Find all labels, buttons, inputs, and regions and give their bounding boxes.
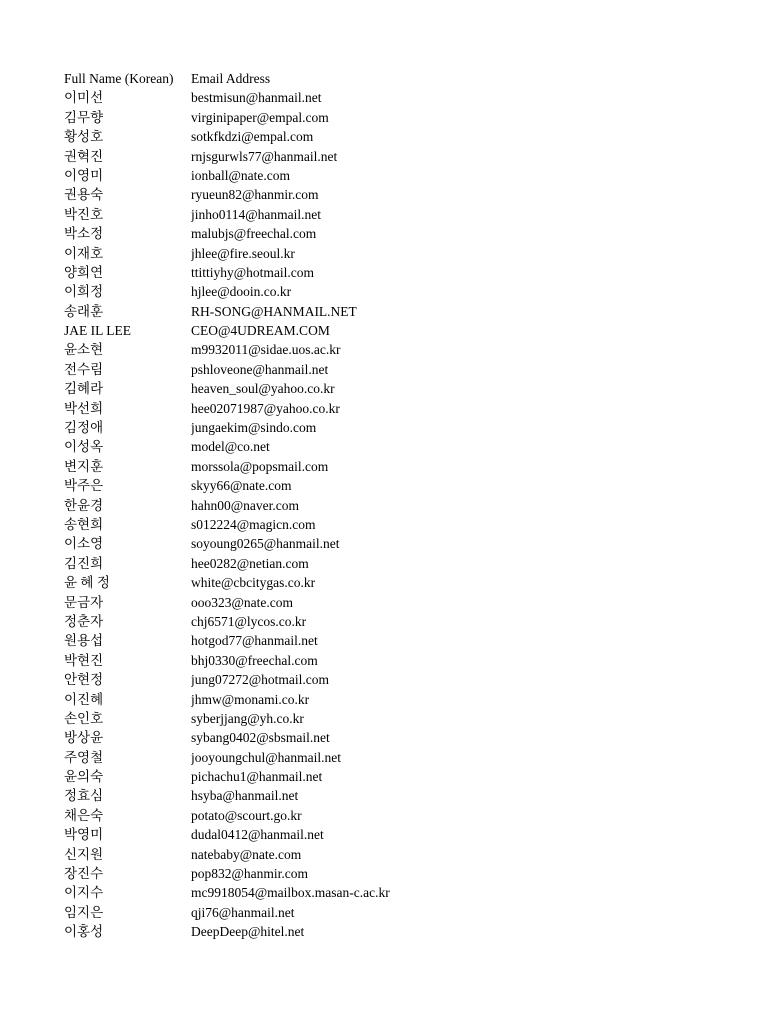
full-name-cell: 신지원 bbox=[64, 846, 104, 862]
table-row bbox=[64, 709, 724, 728]
full-name-cell: 이미선 bbox=[64, 90, 104, 106]
email-cell: model@co.net bbox=[191, 439, 270, 455]
email-cell: mc9918054@mailbox.masan-c.ac.kr bbox=[191, 885, 390, 901]
full-name-cell: 윤소현 bbox=[64, 342, 104, 358]
full-name-cell: 이지수 bbox=[64, 885, 104, 901]
full-name-cell: 이재호 bbox=[64, 245, 104, 261]
email-cell: jungaekim@sindo.com bbox=[191, 420, 317, 436]
full-name-cell: 문금자 bbox=[64, 594, 104, 610]
email-cell: soyoung0265@hanmail.net bbox=[191, 536, 340, 552]
email-cell: morssola@popsmail.com bbox=[191, 458, 329, 474]
table-row bbox=[64, 185, 724, 204]
email-cell: jhlee@fire.seoul.kr bbox=[191, 245, 295, 261]
table-row bbox=[64, 515, 724, 534]
table-row bbox=[64, 534, 724, 553]
email-cell: ionball@nate.com bbox=[191, 167, 291, 183]
full-name-cell: 김무향 bbox=[64, 109, 104, 125]
table-row bbox=[64, 825, 724, 844]
full-name-cell: 김진희 bbox=[64, 555, 104, 571]
name-column-header: Full Name (Korean) bbox=[64, 71, 174, 86]
email-cell: ttittiyhy@hotmail.com bbox=[191, 264, 315, 280]
table-row bbox=[64, 593, 724, 612]
email-cell: sotkfkdzi@empal.com bbox=[191, 129, 314, 145]
email-cell: syberjjang@yh.co.kr bbox=[191, 710, 304, 726]
table-row bbox=[64, 573, 724, 592]
email-cell: sybang0402@sbsmail.net bbox=[191, 730, 330, 746]
full-name-cell: 권혁진 bbox=[64, 148, 104, 164]
table-row bbox=[64, 244, 724, 263]
table-row bbox=[64, 360, 724, 379]
full-name-cell: 이성옥 bbox=[64, 439, 104, 455]
table-row bbox=[64, 476, 724, 495]
full-name-cell: 채은숙 bbox=[64, 807, 104, 823]
full-name-cell: 송래훈 bbox=[64, 303, 104, 319]
header-row bbox=[64, 69, 724, 88]
email-cell: bhj0330@freechal.com bbox=[191, 652, 318, 668]
email-cell: hjlee@dooin.co.kr bbox=[191, 284, 292, 300]
full-name-cell: 황성호 bbox=[64, 129, 104, 145]
table-row bbox=[64, 340, 724, 359]
table-row bbox=[64, 437, 724, 456]
full-name-cell: 권용숙 bbox=[64, 187, 104, 203]
table-row bbox=[64, 88, 724, 107]
table-row bbox=[64, 690, 724, 709]
table-row bbox=[64, 399, 724, 418]
full-name-cell: 이희정 bbox=[64, 284, 104, 300]
full-name-cell: 윤 혜 정 bbox=[64, 575, 110, 591]
email-cell: rnjsgurwls77@hanmail.net bbox=[191, 148, 338, 164]
email-cell: ryueun82@hanmir.com bbox=[191, 187, 319, 203]
full-name-cell: 원용섭 bbox=[64, 633, 104, 649]
email-cell: ooo323@nate.com bbox=[191, 594, 294, 610]
full-name-cell: 김혜라 bbox=[64, 381, 104, 397]
email-cell: natebaby@nate.com bbox=[191, 846, 302, 862]
table-row bbox=[64, 903, 724, 922]
table-row bbox=[64, 651, 724, 670]
table-row bbox=[64, 496, 724, 515]
table-row bbox=[64, 205, 724, 224]
full-name-cell: 정효심 bbox=[64, 788, 104, 804]
full-name-cell: 박선희 bbox=[64, 400, 104, 416]
email-cell: pshloveone@hanmail.net bbox=[191, 361, 329, 377]
full-name-cell: 손인호 bbox=[64, 710, 104, 726]
table-row bbox=[64, 127, 724, 146]
email-cell: jinho0114@hanmail.net bbox=[191, 206, 322, 222]
email-cell: hotgod77@hanmail.net bbox=[191, 633, 318, 649]
full-name-cell: 이홍성 bbox=[64, 924, 104, 940]
email-cell: RH-SONG@HANMAIL.NET bbox=[191, 303, 357, 319]
full-name-cell: 송현희 bbox=[64, 516, 104, 532]
full-name-cell: 정춘자 bbox=[64, 613, 104, 629]
email-cell: hee0282@netian.com bbox=[191, 555, 309, 571]
table-row bbox=[64, 321, 724, 340]
full-name-cell: 전수림 bbox=[64, 361, 104, 377]
table-row bbox=[64, 379, 724, 398]
table-row bbox=[64, 457, 724, 476]
full-name-cell: 장진수 bbox=[64, 866, 104, 882]
full-name-cell: 안현정 bbox=[64, 672, 104, 688]
full-name-cell: 변지훈 bbox=[64, 458, 104, 474]
email-cell: dudal0412@hanmail.net bbox=[191, 827, 324, 843]
table-row bbox=[64, 806, 724, 825]
full-name-cell: 이진혜 bbox=[64, 691, 104, 707]
email-cell: bestmisun@hanmail.net bbox=[191, 90, 322, 106]
full-name-cell: 박진호 bbox=[64, 206, 104, 222]
table-row bbox=[64, 554, 724, 573]
email-cell: hee02071987@yahoo.co.kr bbox=[191, 400, 340, 416]
email-cell: pichachu1@hanmail.net bbox=[191, 769, 323, 785]
table-row bbox=[64, 166, 724, 185]
table-row bbox=[64, 922, 724, 941]
full-name-cell: 이영미 bbox=[64, 167, 104, 183]
email-cell: jooyoungchul@hanmail.net bbox=[191, 749, 342, 765]
table-row bbox=[64, 883, 724, 902]
table-row bbox=[64, 302, 724, 321]
full-name-cell: 박소정 bbox=[64, 226, 104, 242]
email-cell: chj6571@lycos.co.kr bbox=[191, 613, 307, 629]
email-cell: CEO@4UDREAM.COM bbox=[191, 323, 330, 339]
email-column-header: Email Address bbox=[191, 71, 271, 86]
email-cell: s012224@magicn.com bbox=[191, 516, 316, 532]
table-row bbox=[64, 786, 724, 805]
table-row bbox=[64, 418, 724, 437]
table-row bbox=[64, 864, 724, 883]
table-row bbox=[64, 631, 724, 650]
email-cell: heaven_soul@yahoo.co.kr bbox=[191, 381, 335, 397]
table-row bbox=[64, 767, 724, 786]
email-cell: hahn00@naver.com bbox=[191, 497, 300, 513]
full-name-cell: 이소영 bbox=[64, 536, 104, 552]
email-cell: malubjs@freechal.com bbox=[191, 226, 317, 242]
contact-list bbox=[64, 88, 724, 941]
table-row bbox=[64, 263, 724, 282]
email-cell: skyy66@nate.com bbox=[191, 478, 292, 494]
table-row bbox=[64, 108, 724, 127]
full-name-cell: 박주은 bbox=[64, 478, 104, 494]
contact-sheet bbox=[64, 69, 724, 942]
table-row bbox=[64, 282, 724, 301]
email-cell: hsyba@hanmail.net bbox=[191, 788, 299, 804]
table-row bbox=[64, 728, 724, 747]
table-row bbox=[64, 224, 724, 243]
email-cell: DeepDeep@hitel.net bbox=[191, 924, 305, 940]
full-name-cell: 한윤경 bbox=[64, 497, 104, 513]
email-cell: virginipaper@empal.com bbox=[191, 109, 329, 125]
full-name-cell: 윤의숙 bbox=[64, 769, 104, 785]
table-row bbox=[64, 612, 724, 631]
email-cell: white@cbcitygas.co.kr bbox=[191, 575, 316, 591]
full-name-cell: 박영미 bbox=[64, 827, 104, 843]
table-row bbox=[64, 748, 724, 767]
full-name-cell: JAE IL LEE bbox=[64, 323, 131, 339]
email-cell: jhmw@monami.co.kr bbox=[191, 691, 310, 707]
full-name-cell: 양희연 bbox=[64, 264, 104, 280]
email-cell: pop832@hanmir.com bbox=[191, 866, 309, 882]
full-name-cell: 박현진 bbox=[64, 652, 104, 668]
table-row bbox=[64, 147, 724, 166]
email-cell: qji76@hanmail.net bbox=[191, 904, 295, 920]
table-row bbox=[64, 845, 724, 864]
full-name-cell: 방상윤 bbox=[64, 730, 104, 746]
full-name-cell: 임지은 bbox=[64, 904, 104, 920]
table-row bbox=[64, 670, 724, 689]
email-cell: potato@scourt.go.kr bbox=[191, 807, 302, 823]
full-name-cell: 주영철 bbox=[64, 749, 104, 765]
full-name-cell: 김정애 bbox=[64, 420, 104, 436]
email-cell: jung07272@hotmail.com bbox=[191, 672, 330, 688]
email-cell: m9932011@sidae.uos.ac.kr bbox=[191, 342, 341, 358]
